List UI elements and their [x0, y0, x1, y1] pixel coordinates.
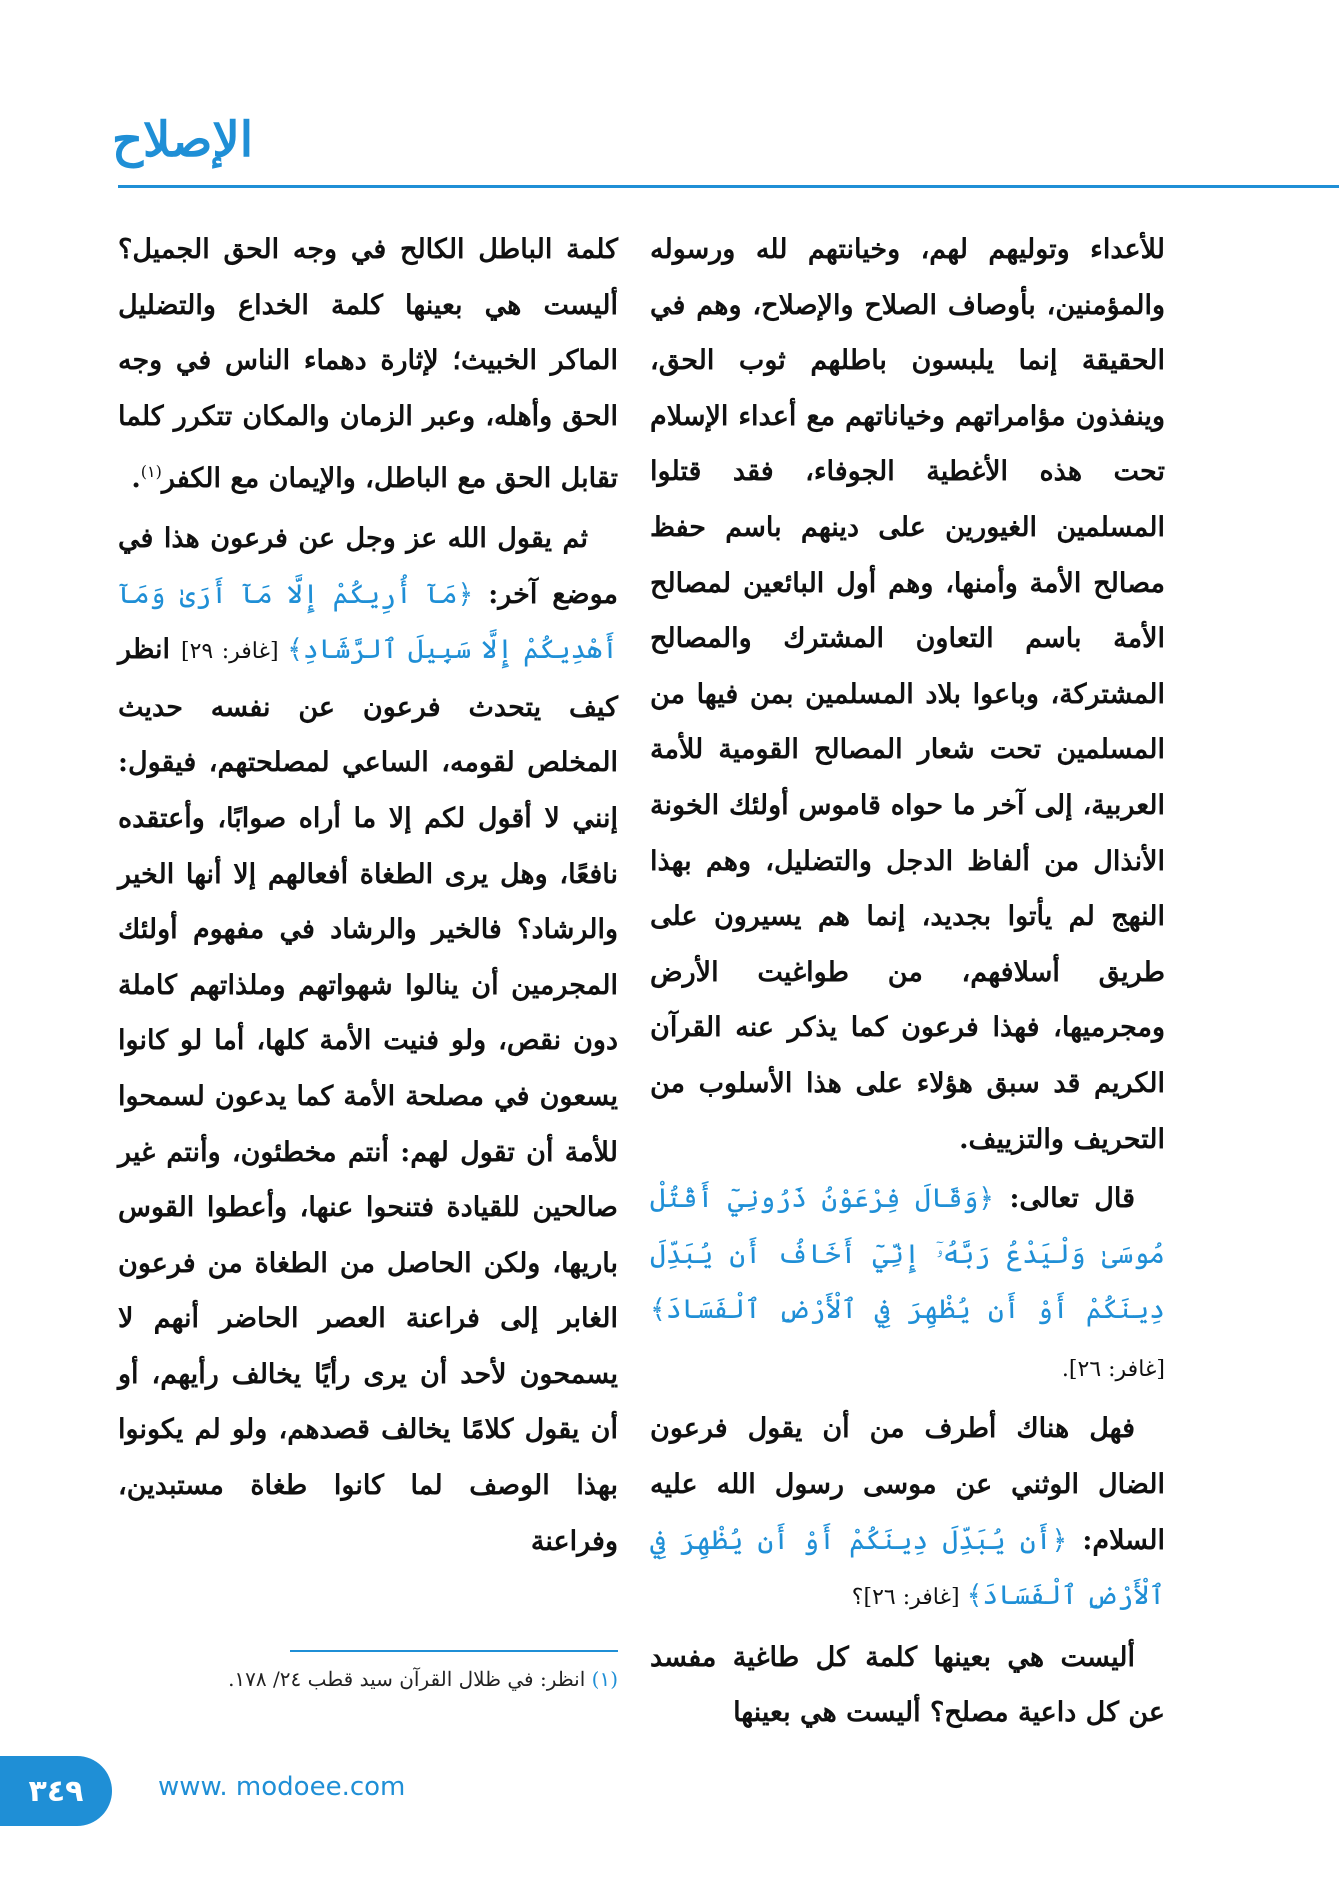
paragraph-text: كلمة الباطل الكالح في وجه الحق الجميل؟ أليست هي بعينها كلمة الخداع والتضليل الماكر الخبيث؛ لإثارة دهماء الناس في وجه الحق وأهله، وعبر الزمان والمكان تتكرر كلما تقابل الحق مع الباطل، والإيمان مع الكفر [118, 234, 618, 495]
paragraph-text: ثم يقول الله عز وجل عن فرعون هذا في موضع آخر: [118, 522, 618, 610]
quran-verse: ﴿مَآ أُرِيكُمْ إِلَّا مَآ أَرَىٰ وَمَآ أَهْدِيكُمْ إِلَّا سَبِيلَ ٱلرَّشَادِ﴾ [118, 578, 618, 666]
paragraph-text: فهل هناك أطرف من أن يقول فرعون الضال الوثني عن موسى رسول الله عليه السلام: [650, 1413, 1165, 1556]
body-paragraph: للأعداء وتوليهم لهم، وخيانتهم لله ورسوله والمؤمنين، بأوصاف الصلاح والإصلاح، وهم في الحقيقة إنما يلبسون باطلهم ثوب الحق، وينفذون مؤامراتهم وخياناتهم مع أعداء الإسلام تحت هذه الأغطية الجوفاء، فقد قتلوا المسلمين الغيورين على دينهم باسم حفظ مصالح الأمة وأمنها، وهم أول البائعين لمصالح الأمة باسم التعاون المشترك والمصالح المشتركة، وباعوا بلاد المسلمين بمن فيها من المسلمين تحت شعار المصالح القومية للأمة العربية، إلى آخر ما حواه قاموس أولئك الخونة الأنذال من ألفاظ الدجل والتضليل، وهم بهذا النهج لم يأتوا بجديد، إنما هم يسيرون على طريق أسلافهم، من طواغيت الأرض ومجرميها، فهذا فرعون كما يذكر عنه القرآن الكريم قد سبق هؤلاء على هذا الأسلوب من التحريف والتزييف. [650, 234, 1165, 1155]
header-divider [118, 185, 1339, 188]
body-paragraph: أليست هي بعينها كلمة كل طاغية مفسد عن كل داعية مصلح؟ أليست هي بعينها [650, 1641, 1165, 1729]
footnote-text: انظر: في ظلال القرآن سيد قطب ٢٤/ ١٧٨. [228, 1667, 592, 1691]
paragraph-end: . [131, 463, 141, 495]
quran-verse: ﴿أَن يُبَدِّلَ دِينَكُمْ أَوْ أَن يُظْهِرَ فِي ٱلْأَرْضِ ٱلْفَسَادَ﴾ [650, 1524, 1165, 1612]
website-link[interactable]: www. modoee.com [158, 1772, 406, 1802]
verse-reference: [غافر: ٢٦]. [1061, 1356, 1165, 1382]
footnote-divider [290, 1650, 618, 1652]
body-paragraph [118, 222, 618, 507]
verse-intro: قال تعالى: [994, 1183, 1135, 1215]
left-text-column [118, 222, 618, 1569]
footnote [118, 1664, 618, 1694]
page-header-title: الإصلاح [112, 112, 254, 168]
page-number-badge: ٣٤٩ [0, 1756, 112, 1826]
footnote-marker[interactable]: (١) [140, 462, 162, 482]
right-text-column [650, 222, 1165, 1741]
quran-verse: ﴿وَقَالَ فِرْعَوْنُ ذَرُونِيٓ أَقْتُلْ مُوسَىٰ وَلْيَدْعُ رَبَّهُۥٓ إِنِّيٓ أَخَافُ أَن يُبَدِّلَ دِينَكُمْ أَوْ أَن يُظْهِرَ فِي ٱلْأَرْضِ ٱلْفَسَادَ﴾ [650, 1183, 1165, 1326]
paragraph-text: انظر كيف يتحدث فرعون عن نفسه حديث المخلص لقومه، الساعي لمصلحتهم، فيقول: إنني لا أقول لكم إلا ما أراه صوابًا، وأعتقده نافعًا، وهل يرى الطغاة أفعالهم إلا أنها الخير والرشاد؟ فالخير والرشاد في مفهوم أولئك المجرمين أن ينالوا شهواتهم وملذاتهم كاملة دون نقص، ولو فنيت الأمة كلها، أما لو كانوا يسعون في مصلحة الأمة كما يدعون لسمحوا للأمة أن تقول لهم: أنتم مخطئون، وأنتم غير صالحين للقيادة فتنحوا عنها، وأعطوا القوس باريها، ولكن الحاصل من الطغاة من فرعون الغابر إلى فراعنة العصر الحاضر أنهم لا يسمحون لأحد أن يرى رأيًا يخالف رأيهم، أو أن يقول كلامًا يخالف قصدهم، ولو لم يكونوا بهذا الوصف لما كانوا طغاة مستبدين، وفراعنة [118, 634, 618, 1557]
body-paragraph [650, 1401, 1165, 1625]
verse-paragraph [650, 1171, 1165, 1397]
footnote-number: (١) [591, 1667, 618, 1691]
verse-reference: [غافر: ٢٩] [180, 639, 288, 665]
verse-reference: [غافر: ٢٦]؟ [851, 1585, 967, 1611]
body-paragraph [118, 511, 618, 1569]
